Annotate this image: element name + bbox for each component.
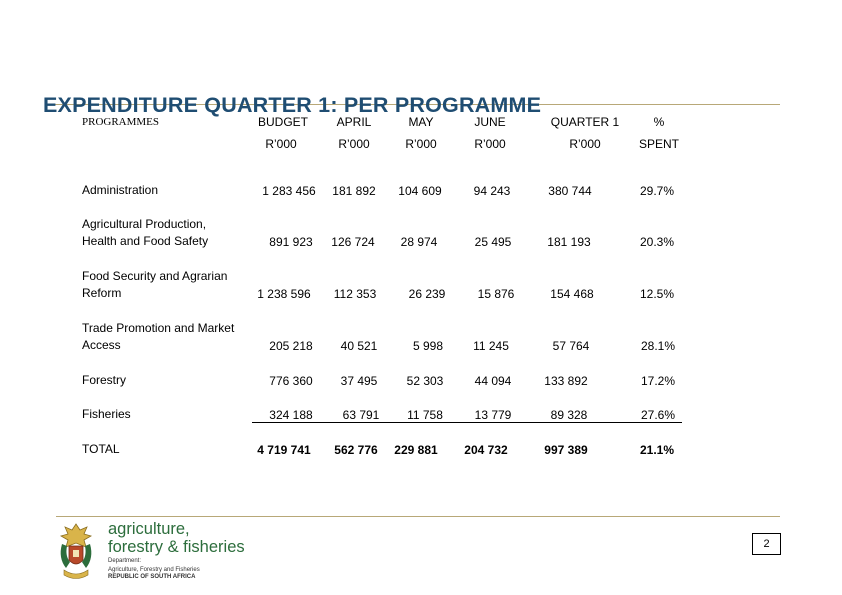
cell-april: 126 724 [331,235,375,249]
cell-june: 94 243 [473,184,511,198]
cell-june: 44 094 [474,374,512,388]
row-label-agricultural-production: Agricultural Production, Health and Food Safety [82,217,209,248]
cell-budget: 776 360 [269,374,313,388]
cell-april: 181 892 [332,184,376,198]
col-header-may: MAY R’000 [405,115,437,151]
ministry-logo [108,520,245,581]
row-label-administration: Administration [82,183,159,197]
cell-spent: 28.1% [640,339,676,353]
total-april: 562 776 [334,443,378,457]
cell-april: 112 353 [333,287,377,301]
cell-spent: 27.6% [640,408,676,422]
logo-line2: forestry & fisheries [108,538,245,556]
cell-budget: 1 283 456 [262,184,316,198]
cell-may: 5 998 [412,339,444,353]
cell-june: 13 779 [474,408,512,422]
footer-divider [56,516,780,517]
cell-may: 11 758 [407,408,443,422]
cell-spent: 29.7% [639,184,675,198]
total-spent: 21.1% [639,443,675,457]
row-label-forestry: Forestry [82,373,127,387]
cell-april: 63 791 [342,408,380,422]
total-budget: 4 719 741 [257,443,311,457]
col-header-june: JUNE R’000 [474,115,506,151]
cell-quarter1: 380 744 [548,184,592,198]
cell-june: 25 495 [474,235,512,249]
col-header-budget: BUDGET R’000 [258,115,309,151]
cell-quarter1: 57 764 [552,339,590,353]
col-header-quarter1: QUARTER 1 R’000 [550,115,620,151]
row-label-total: TOTAL [82,442,120,456]
total-may: 229 881 [394,443,438,457]
cell-may: 28 974 [400,235,438,249]
logo-line1: agriculture, [108,520,190,538]
total-quarter1: 997 389 [544,443,588,457]
cell-june: 11 245 [473,339,509,353]
total-june: 204 732 [464,443,508,457]
row-label-fisheries: Fisheries [82,407,131,421]
page-number: 2 [752,533,781,555]
col-header-programmes: PROGRAMMES [82,116,160,128]
cell-may: 26 239 [408,287,446,301]
cell-may: 52 303 [406,374,444,388]
cell-quarter1: 133 892 [544,374,588,388]
col-header-april: APRIL R’000 [336,115,372,151]
cell-may: 104 609 [398,184,442,198]
cell-quarter1: 154 468 [550,287,594,301]
cell-spent: 20.3% [639,235,675,249]
dept-line3: REPUBLIC OF SOUTH AFRICA [108,574,196,580]
row-label-food-security: Food Security and Agrarian Reform [82,269,228,300]
cell-budget: 324 188 [269,408,313,422]
col-header-spent: % SPENT [638,115,679,151]
cell-quarter1: 89 328 [550,408,588,422]
cell-spent: 12.5% [639,287,675,301]
dept-line2: Agriculture, Forestry and Fisheries [108,567,200,573]
dept-line1: Department: [108,558,142,564]
cell-april: 37 495 [340,374,378,388]
cell-quarter1: 181 193 [547,235,591,249]
row-label-trade-promotion: Trade Promotion and Market Access [82,321,235,352]
coat-of-arms-icon [56,522,96,584]
cell-april: 40 521 [340,339,378,353]
cell-june: 15 876 [477,287,515,301]
total-divider [252,422,682,423]
cell-spent: 17.2% [640,374,676,388]
cell-budget: 1 238 596 [257,287,311,301]
page-title: EXPENDITURE QUARTER 1: PER PROGRAMME [43,93,542,117]
cell-budget: 891 923 [269,235,313,249]
cell-budget: 205 218 [269,339,313,353]
